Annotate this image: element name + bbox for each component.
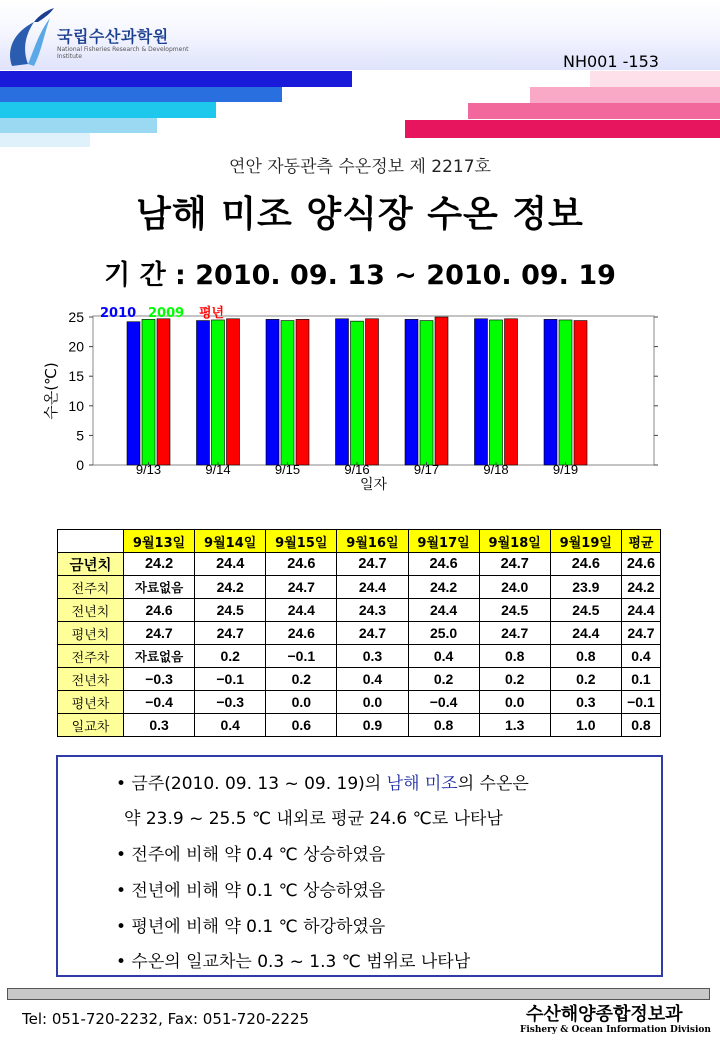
decor-bar-palepink <box>590 71 720 87</box>
table-cell: 24.7 <box>479 622 550 645</box>
summary-bullet: • 전년에 비해 약 0.1 ℃ 상승하였음 <box>116 881 386 901</box>
table-cell: −0.1 <box>621 691 660 714</box>
table-cell: 24.7 <box>479 553 550 576</box>
x-tick-label: 9/17 <box>413 462 440 477</box>
bar-2010 <box>127 322 140 465</box>
decor-bar-navy <box>0 71 352 87</box>
table-cell: 0.8 <box>479 645 550 668</box>
table-row <box>58 553 661 576</box>
summary-bullet: • 수온의 일교차는 0.3 ~ 1.3 ℃ 범위로 나타남 <box>116 952 471 972</box>
bar-2009 <box>559 320 572 465</box>
bar-평년 <box>157 319 170 465</box>
bar-2009 <box>490 320 503 465</box>
table-cell: −0.3 <box>124 668 195 691</box>
table-cell: 0.6 <box>266 714 337 737</box>
summary-location: 남해 미조 <box>386 774 458 794</box>
table-header-cell: 9월16일 <box>337 530 408 553</box>
summary-box <box>56 755 663 977</box>
table-cell: 0.3 <box>124 714 195 737</box>
table-cell: 0.0 <box>337 691 408 714</box>
bar-평년 <box>505 319 518 465</box>
legend-label: 2010 <box>100 306 137 321</box>
x-tick-label: 9/16 <box>344 462 370 477</box>
table-cell: 0.4 <box>195 714 266 737</box>
table-cell: 0.3 <box>337 645 408 668</box>
bar-2009 <box>212 320 225 465</box>
table-cell: 0.8 <box>550 645 621 668</box>
summary-line-1 <box>116 769 529 794</box>
bar-평년 <box>296 319 309 465</box>
table-cell: 24.7 <box>195 622 266 645</box>
institute-english-name: National Fisheries Research & Development Institute <box>57 46 189 60</box>
bar-평년 <box>366 319 379 465</box>
table-corner <box>58 530 124 553</box>
table-cell: 0.4 <box>621 645 660 668</box>
table-cell: 1.0 <box>550 714 621 737</box>
table-cell: 0.2 <box>408 668 479 691</box>
bar-평년 <box>435 317 448 465</box>
table-cell: 24.6 <box>621 553 660 576</box>
table-cell: 24.7 <box>337 553 408 576</box>
table-cell: 24.7 <box>337 622 408 645</box>
table-cell: 0.2 <box>550 668 621 691</box>
table-cell: 24.6 <box>124 599 195 622</box>
table-cell: −0.1 <box>266 645 337 668</box>
institute-logo <box>4 4 204 72</box>
summary-line-2: 약 23.9 ~ 25.5 ℃ 내외로 평균 24.6 ℃로 나타남 <box>124 809 503 829</box>
legend-label: 2009 <box>148 306 185 321</box>
decor-bar-paleblue <box>0 133 90 147</box>
bar-2009 <box>281 321 294 465</box>
table-row-label: 전년치 <box>58 599 124 622</box>
footer-divider <box>7 988 710 1000</box>
table-header-cell: 평균 <box>621 530 660 553</box>
table-cell: 0.2 <box>479 668 550 691</box>
table-cell: 24.4 <box>550 622 621 645</box>
table-cell: 0.9 <box>337 714 408 737</box>
bar-2010 <box>475 319 488 465</box>
table-cell: −0.3 <box>195 691 266 714</box>
report-period: 기 간 : 2010. 09. 13 ~ 2010. 09. 19 <box>104 260 616 291</box>
x-axis-label: 일자 <box>359 477 388 493</box>
table-cell: 23.9 <box>550 576 621 599</box>
table-cell: 24.2 <box>408 576 479 599</box>
summary-bullet: • 평년에 비해 약 0.1 ℃ 하강하였음 <box>116 917 386 937</box>
table-cell: 24.3 <box>337 599 408 622</box>
y-tick-label: 0 <box>76 457 84 473</box>
decor-bar-cyan <box>0 102 216 118</box>
table-cell: 24.5 <box>195 599 266 622</box>
y-tick-label: 10 <box>68 397 84 414</box>
table-cell: −0.4 <box>408 691 479 714</box>
table-cell: 24.4 <box>266 599 337 622</box>
x-tick-label: 9/13 <box>135 462 162 477</box>
contact-info: Tel: 051-720-2232, Fax: 051-720-2225 <box>22 1010 310 1028</box>
table-cell: 24.5 <box>479 599 550 622</box>
table-cell: 0.0 <box>479 691 550 714</box>
y-tick-label: 5 <box>76 427 84 444</box>
bar-2010 <box>405 319 418 465</box>
table-cell: −0.4 <box>124 691 195 714</box>
table-row-label: 금년치 <box>58 553 124 576</box>
table-header-cell: 9월14일 <box>195 530 266 553</box>
table-cell: 24.7 <box>621 622 660 645</box>
table-cell: 24.4 <box>337 576 408 599</box>
division-english-name: Fishery & Ocean Information Division <box>520 1025 711 1035</box>
table-cell: 24.4 <box>408 599 479 622</box>
table-cell: −0.1 <box>195 668 266 691</box>
table-row-label: 전주치 <box>58 576 124 599</box>
y-tick-label: 25 <box>68 309 84 325</box>
bar-2009 <box>420 321 433 465</box>
table-cell: 25.0 <box>408 622 479 645</box>
summary-bullet: • 전주에 비해 약 0.4 ℃ 상승하였음 <box>116 845 386 865</box>
decor-bar-blue <box>0 87 282 102</box>
table-cell: 0.2 <box>195 645 266 668</box>
bar-2010 <box>336 319 349 465</box>
division-name: 수산해양종합정보과 <box>526 1004 683 1025</box>
y-axis-label: 수온(℃) <box>42 362 60 420</box>
table-cell: 24.4 <box>195 553 266 576</box>
table-cell: 24.6 <box>550 553 621 576</box>
document-code: NH001 -153 <box>563 52 659 71</box>
bar-평년 <box>574 321 587 465</box>
table-header-cell: 9월18일 <box>479 530 550 553</box>
bar-2010 <box>197 321 210 465</box>
table-cell: 24.6 <box>266 553 337 576</box>
bar-2010 <box>266 319 279 465</box>
table-cell: 24.6 <box>266 622 337 645</box>
temperature-table <box>57 529 661 737</box>
page-title: 남해 미조 양식장 수온 정보 <box>136 194 584 235</box>
table-cell: 1.3 <box>479 714 550 737</box>
table-cell: 24.2 <box>195 576 266 599</box>
table-cell: 0.1 <box>621 668 660 691</box>
table-cell: 24.4 <box>621 599 660 622</box>
table-row-label: 평년치 <box>58 622 124 645</box>
decor-bar-magenta <box>405 120 720 138</box>
x-tick-label: 9/18 <box>483 462 509 477</box>
table-cell: 24.7 <box>124 622 195 645</box>
table-row <box>58 668 661 691</box>
summary-line-1-end: 의 수온은 <box>457 774 529 794</box>
table-row <box>58 576 661 599</box>
x-tick-label: 9/19 <box>552 462 579 477</box>
table-row-label: 평년차 <box>58 691 124 714</box>
table-header-cell: 9월15일 <box>266 530 337 553</box>
table-cell: 24.2 <box>621 576 660 599</box>
table-header-cell: 9월13일 <box>124 530 195 553</box>
table-cell: 0.0 <box>266 691 337 714</box>
table-header-cell: 9월17일 <box>408 530 479 553</box>
table-cell: 0.8 <box>621 714 660 737</box>
table-cell: 0.8 <box>408 714 479 737</box>
decor-bar-lightpink <box>530 87 720 103</box>
table-row <box>58 599 661 622</box>
decor-bar-lightblue <box>0 118 157 133</box>
table-row <box>58 622 661 645</box>
fish-logo-icon <box>4 4 56 72</box>
table-cell: 0.4 <box>408 645 479 668</box>
table-cell: 24.5 <box>550 599 621 622</box>
table-cell: 자료없음 <box>124 576 195 599</box>
table-cell: 0.2 <box>266 668 337 691</box>
table-cell: 자료없음 <box>124 645 195 668</box>
table-row <box>58 691 661 714</box>
bulletin-number: 연안 자동관측 수온정보 제 2217호 <box>229 157 491 177</box>
y-tick-label: 20 <box>68 338 84 355</box>
summary-line-1-text: • 금주(2010. 09. 13 ~ 09. 19)의 <box>116 774 387 794</box>
table-row <box>58 645 661 668</box>
table-cell: 0.4 <box>337 668 408 691</box>
bar-2009 <box>142 319 155 465</box>
institute-name: 국립수산과학원 <box>57 27 169 46</box>
table-cell: 24.7 <box>266 576 337 599</box>
bar-평년 <box>227 319 240 465</box>
table-cell: 24.2 <box>124 553 195 576</box>
legend-label: 평년 <box>199 306 225 321</box>
table-row-label: 전주차 <box>58 645 124 668</box>
water-temperature-chart <box>40 300 680 500</box>
bar-2009 <box>351 321 364 465</box>
bar-2010 <box>544 319 557 465</box>
decor-bar-pink <box>468 103 720 119</box>
table-row-label: 일교차 <box>58 714 124 737</box>
table-row <box>58 714 661 737</box>
table-cell: 24.0 <box>479 576 550 599</box>
table-cell: 24.6 <box>408 553 479 576</box>
table-row-label: 전년차 <box>58 668 124 691</box>
table-cell: 0.3 <box>550 691 621 714</box>
x-tick-label: 9/15 <box>274 462 301 477</box>
y-tick-label: 15 <box>68 368 84 385</box>
table-header-cell: 9월19일 <box>550 530 621 553</box>
x-tick-label: 9/14 <box>205 462 231 477</box>
